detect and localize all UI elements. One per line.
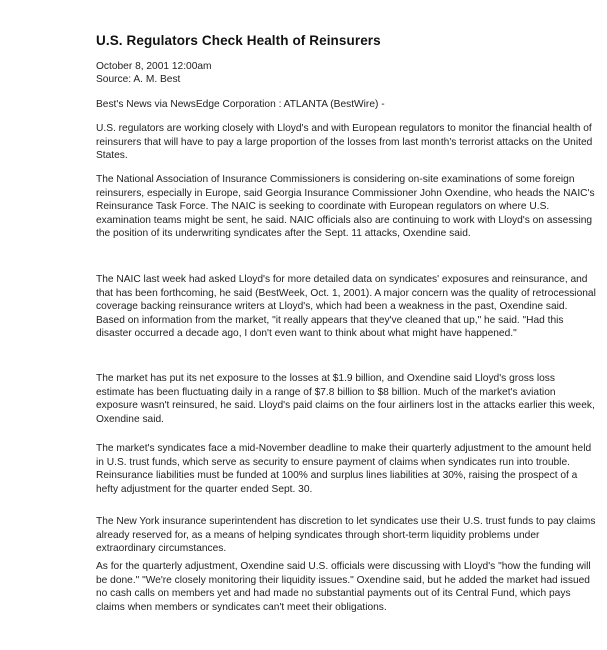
paragraph-3: The NAIC last week had asked Lloyd's for more detailed data on syndicates' exposures and reinsurance, and that has been forthcoming, he said (BestWeek, Oct. 1, 2001). A major concern was the quality of retrocessional coverage backing reinsurance writers at Lloyd's, which had been a weakness in the past, Oxendine said. Based on information from the market, "it really appears that they've cleaned that up," he said. "Had this disaster occurred a decade ago, I don't even want to think about what might have happened." <box>96 274 596 340</box>
paragraph-4: The market has put its net exposure to the losses at $1.9 billion, and Oxendine said Lloyd's gross loss estimate has been fluctuating daily in a range of $7.8 billion to $8 billion. Much of the market's aviation exposure wasn't reinsured, he said. Lloyd's paid claims on the four airliners lost in the attacks earlier this week, Oxendine said. <box>96 373 595 425</box>
paragraph-7: As for the quarterly adjustment, Oxendine said U.S. officials were discussing with Lloyd's "how the funding will be done." "We're closely monitoring their liquidity issues." Oxendine said, but he added the market had issued no cash calls on members yet and had made no substantial payments out of its Central Fund, which pays claims when members or syndicates can't meet their obligations. <box>96 561 591 613</box>
paragraph-2: The National Association of Insurance Commissioners is considering on-site examinations of some foreign reinsurers, especially in Europe, said Georgia Insurance Commissioner John Oxendine, who heads the NAIC's Reinsurance Task Force. The NAIC is seeking to coordinate with European regulators on where U.S. examination teams might be sent, he said. NAIC officials also are continuing to work with Lloyd's on assessing the position of its underwriting syndicates after the Sept. 11 attacks, Oxendine said. <box>96 174 595 240</box>
article-title: U.S. Regulators Check Health of Reinsurers <box>96 33 381 48</box>
paragraph-6: The New York insurance superintendent has discretion to let syndicates use their U.S. trust funds to pay claims already reserved for, as a means of helping syndicates through short-term liquidity problems under extraordinary circumstances. <box>96 516 596 555</box>
article-source: Source: A. M. Best <box>96 74 181 85</box>
paragraph-1: U.S. regulators are working closely with Lloyd's and with European regulators to monitor the financial health of reinsurers that will have to pay a large proportion of the losses from last month's terrorist attacks on the United States. <box>96 123 593 162</box>
paragraph-5: The market's syndicates face a mid-November deadline to make their quarterly adjustment to the amount held in U.S. trust funds, which serve as security to ensure payment of claims when syndicates run into trouble. Reinsurance liabilities must be funded at 100% and surplus lines liabilities at 30%, raising the prospect of a hefty adjustment for the quarter ended Sept. 30. <box>96 443 592 495</box>
wire-byline: Best's News via NewsEdge Corporation : ATLANTA (BestWire) - <box>96 99 385 110</box>
article-date: October 8, 2001 12:00am <box>96 61 212 72</box>
